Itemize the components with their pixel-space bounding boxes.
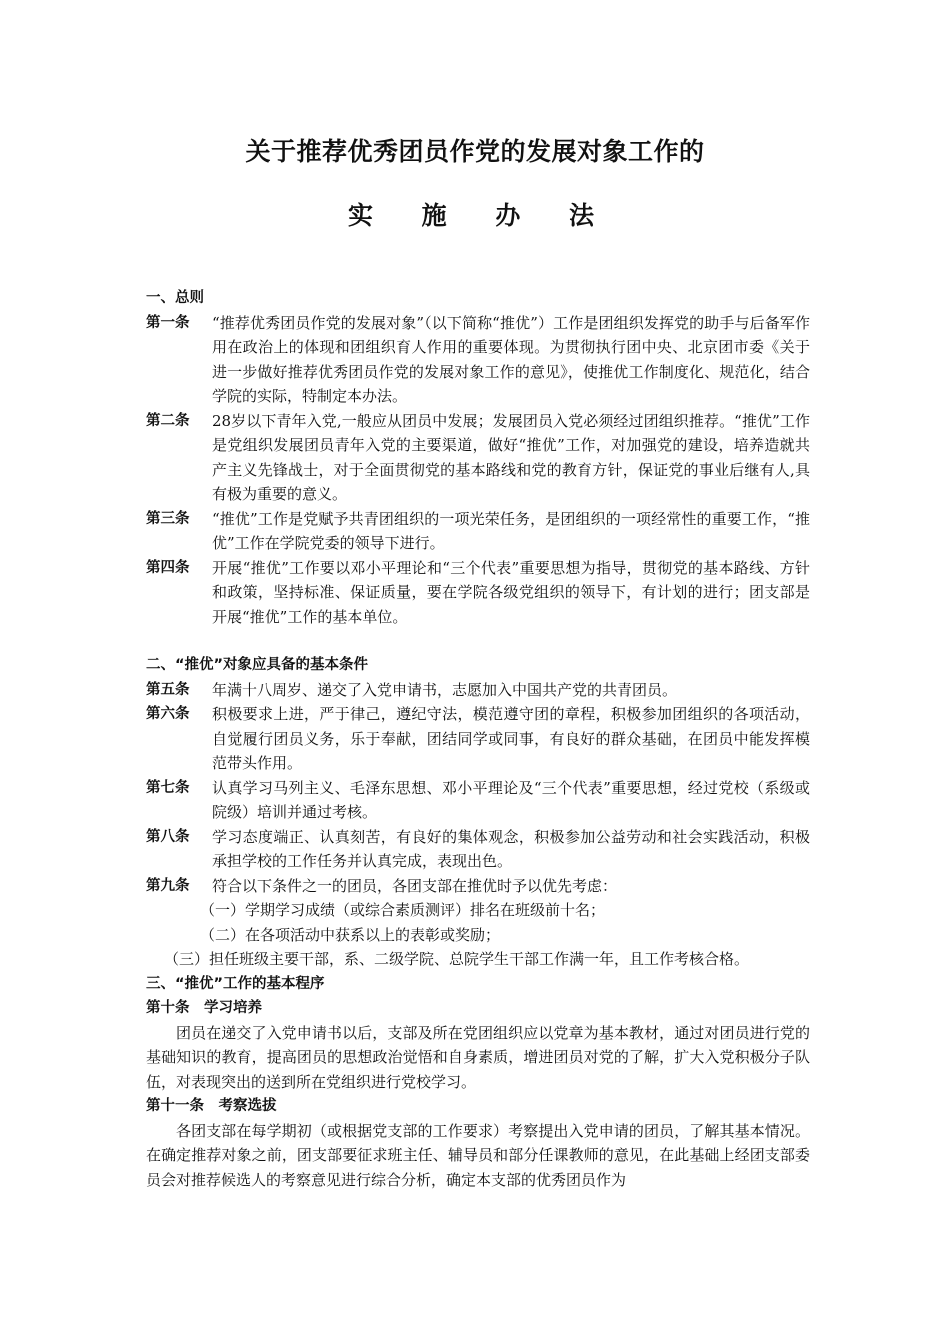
- article-text: 认真学习马列主义、毛泽东思想、邓小平理论及“三个代表”重要思想，经过党校（系级或院级）培训并通过考核。: [212, 778, 810, 821]
- article-label: 第五条: [146, 681, 190, 698]
- article-text: “推荐优秀团员作党的发展对象”（以下简称“推优”）工作是团组织发挥党的助手与后备军作用在政治上的体现和团组织育人作用的重要体现。为贯彻执行团中央、北京团市委《关于进一步做好推荐优秀团员作党的发展对象工作的意见》，使推优工作制度化、规范化，结合学院的实际，特制定本办法。: [212, 313, 810, 405]
- article-label: 第七条: [146, 779, 190, 796]
- article-label: 第一条: [146, 314, 190, 331]
- article-label: 第九条: [146, 877, 190, 894]
- article-11-text: 各团支部在每学期初（或根据党支部的工作要求）考察提出入党申请的团员，了解其基本情况。在确定推荐对象之前，团支部要征求班主任、辅导员和部分任课教师的意见，在此基础上经团支部委员会对推荐候选人的考察意见进行综合分析，确定本支部的优秀团员作为: [146, 1121, 810, 1189]
- article-text: 学习态度端正、认真刻苦，有良好的集体观念，积极参加公益劳动和社会实践活动，积极承担学校的工作任务并认真完成，表现出色。: [212, 827, 810, 870]
- article-10-heading: 第十条 学习培养: [146, 1000, 262, 1016]
- article-label: 第六条: [146, 706, 190, 722]
- article-9: [146, 874, 810, 899]
- document-body: [146, 286, 810, 1192]
- article-text: 符合以下条件之一的团员，各团支部在推优时予以优先考虑：: [212, 876, 618, 895]
- document-title: 关于推荐优秀团员作党的发展对象工作的: [245, 137, 705, 166]
- article-7: [146, 776, 810, 825]
- article-text: 积极要求上进，严于律己，遵纪守法，模范遵守团的章程，积极参加团组织的各项活动，自觉履行团员义务，乐于奉献，团结同学或同事，有良好的群众基础，在团员中能发挥模范带头作用。: [212, 705, 810, 772]
- article-3: [146, 507, 810, 556]
- condition-item: （二）在各项活动中获系以上的表彰或奖励；: [200, 925, 501, 944]
- article-5: [146, 678, 810, 703]
- section-heading-general: 一、总则: [146, 290, 204, 306]
- article-label: 第四条: [146, 559, 190, 576]
- article-4: [146, 556, 810, 630]
- condition-item: （三）担任班级主要干部，系、二级学院、总院学生干部工作满一年，且工作考核合格。: [164, 950, 750, 968]
- article-11-heading: 第十一条 考察选拔: [146, 1098, 277, 1114]
- article-1: [146, 311, 810, 409]
- article-label: 第三条: [146, 510, 190, 527]
- article-label: 第八条: [146, 828, 190, 845]
- article-text: 年满十八周岁、递交了入党申请书，志愿加入中国共产党的共青团员。: [212, 680, 678, 699]
- article-2: [146, 409, 810, 507]
- section-heading-conditions: 二、“推优”对象应具备的基本条件: [146, 657, 369, 673]
- article-8: [146, 825, 810, 874]
- spacer: [146, 629, 810, 653]
- condition-item: （一）学期学习成绩（或综合素质测评）排名在班级前十名；: [200, 901, 606, 919]
- article-text: 开展“推优”工作要以邓小平理论和“三个代表”重要思想为指导，贯彻党的基本路线、方针和政策，坚持标准、保证质量，要在学院各级党组织的领导下，有计划的进行；团支部是开展“推优”工作的基本单位。: [212, 558, 810, 626]
- article-6: [146, 702, 810, 776]
- section-heading-procedure: 三、“推优”工作的基本程序: [146, 975, 325, 992]
- article-text: “推优”工作是党赋予共青团组织的一项光荣任务，是团组织的一项经常性的重要工作，“推优”工作在学院党委的领导下进行。: [212, 509, 810, 552]
- article-text: 28岁以下青年入党,一般应从团员中发展；发展团员入党必须经过团组织推荐。“推优”工作是党组织发展团员青年入党的主要渠道，做好“推优”工作，对加强党的建设，培养造就共产主义先锋战士，对于全面贯彻党的基本路线和党的教育方针，保证党的事业后继有人,具有极为重要的意义。: [212, 411, 810, 503]
- article-10-text: 团员在递交了入党申请书以后，支部及所在党团组织应以党章为基本教材，通过对团员进行党的基础知识的教育，提高团员的思想政治觉悟和自身素质，增进团员对党的了解，扩大入党积极分子队伍，对表现突出的送到所在党组织进行党校学习。: [146, 1023, 810, 1091]
- article-label: 第二条: [146, 412, 190, 429]
- document-subtitle: 实 施 办 法: [347, 201, 615, 230]
